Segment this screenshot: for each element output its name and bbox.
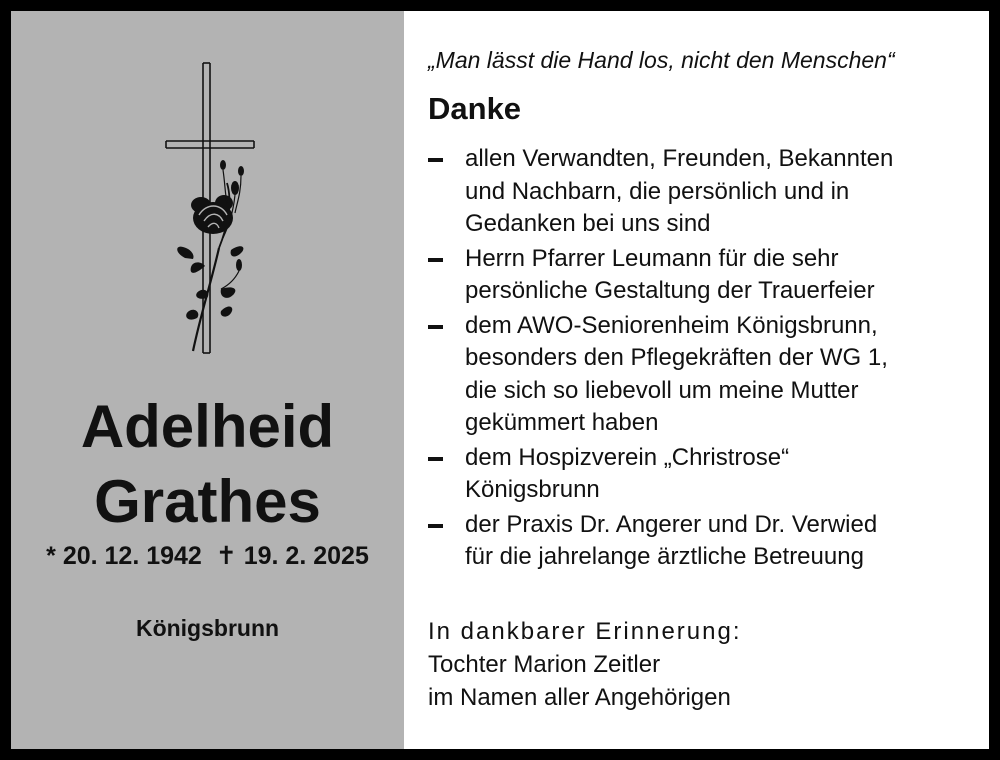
list-item-line: allen Verwandten, Freunden, Bekannten: [465, 145, 894, 172]
hometown: Königsbrunn: [135, 615, 280, 641]
closing-line: Tochter Marion Zeitler: [428, 651, 661, 678]
dash-bullet: [428, 457, 443, 461]
deceased-first-name: Adelheid: [80, 393, 335, 460]
thanks-panel: [404, 11, 989, 749]
closing-signature: [428, 615, 742, 714]
list-item: [428, 509, 973, 574]
list-item: [428, 243, 973, 308]
list-item: [428, 442, 973, 507]
list-item-line: gekümmert haben: [465, 409, 659, 436]
list-item-line: der Praxis Dr. Angerer und Dr. Verwied: [465, 510, 878, 538]
thanks-list: [428, 143, 973, 576]
closing-line: im Namen aller Angehörigen: [428, 684, 731, 711]
list-item-line: und Nachbarn, die persönlich und in: [465, 177, 850, 205]
birth-date: * 20. 12. 1942: [46, 542, 202, 570]
list-item-line: dem Hospizverein „Christrose“: [465, 443, 790, 471]
closing-line: In dankbarer Erinnerung:: [428, 618, 742, 645]
list-item-line: für die jahrelange ärztliche Betreuung: [465, 543, 864, 570]
dash-bullet: [428, 325, 443, 329]
list-item: [428, 143, 973, 241]
deceased-last-name: Grathes: [94, 468, 321, 535]
dash-bullet: [428, 524, 443, 528]
list-item-line: persönliche Gestaltung der Trauerfeier: [465, 277, 875, 304]
thanks-heading: Danke: [428, 91, 522, 126]
life-dates: [11, 541, 404, 571]
list-item: [428, 310, 973, 440]
cross-with-rose-icon: [161, 53, 271, 358]
list-item-line: Herrn Pfarrer Leumann für die sehr: [465, 244, 839, 272]
list-item-line: dem AWO-Seniorenheim Königsbrunn,: [465, 311, 878, 339]
dash-bullet: [428, 258, 443, 262]
death-date: ✝ 19. 2. 2025: [215, 542, 369, 570]
memorial-panel: [11, 11, 404, 749]
list-item-line: besonders den Pflegekräften der WG 1,: [465, 344, 888, 371]
list-item-line: die sich so liebevoll um meine Mutter: [465, 376, 859, 404]
list-item-line: Königsbrunn: [465, 476, 600, 503]
dash-bullet: [428, 158, 443, 162]
list-item-line: Gedanken bei uns sind: [465, 210, 711, 237]
quote: „Man lässt die Hand los, nicht den Menschen“: [428, 47, 895, 73]
